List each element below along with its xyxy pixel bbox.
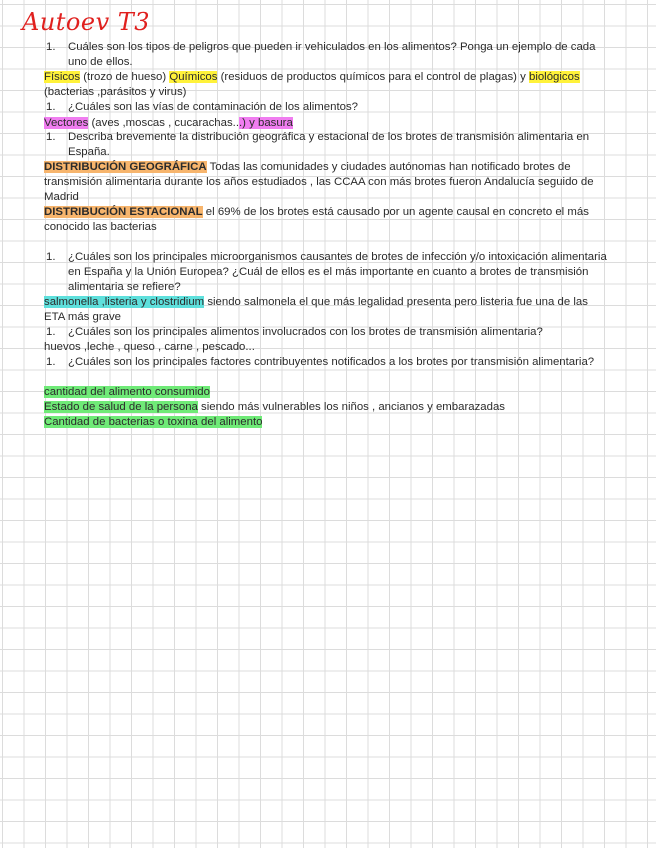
question-text: ¿Cuáles son los principales alimentos involucrados con los brotes de transmisión alimentaria?: [68, 326, 543, 338]
answer-6-line-3: [44, 415, 610, 430]
answer-text: (residuos de productos químicos para el control de plagas) y: [217, 71, 529, 83]
answer-3-estacional: [44, 205, 610, 235]
highlight-vectores: Vectores: [44, 117, 89, 129]
highlight-cantidad-alimento: cantidad del alimento consumido: [44, 386, 210, 398]
answer-5: [44, 340, 610, 355]
highlight-distribucion-geografica: DISTRIBUCIÓN GEOGRÁFICA: [44, 161, 207, 173]
question-text: ¿Cuáles son los principales factores contribuyentes notificados a los brotes por transmisión alimentaria?: [68, 356, 595, 368]
question-2: [44, 100, 610, 115]
highlight-microorganismos: salmonella ,listeria y clostridium: [44, 296, 205, 308]
answer-3-geografica: [44, 160, 610, 205]
answer-2: [44, 116, 610, 131]
question-6: [44, 355, 610, 370]
answer-text: (bacterias ,parásitos y virus): [44, 86, 187, 98]
highlight-estado-salud: Estado de salud de la persona: [44, 401, 198, 413]
answer-4: [44, 295, 610, 325]
list-number: 1.: [46, 101, 56, 113]
answer-6-line-2: [44, 400, 610, 415]
highlight-biologicos: biológicos: [528, 71, 580, 83]
question-3: [44, 130, 610, 160]
question-text: Describa brevemente la distribución geográfica y estacional de los brotes de transmisión alimentaria en España.: [68, 131, 590, 158]
question-1: [44, 40, 610, 70]
question-text: Cuáles son los tipos de peligros que pueden ir vehiculados en los alimentos? Ponga un ejemplo de cada uno de ellos.: [68, 41, 596, 68]
highlight-quimicos: Químicos: [169, 71, 218, 83]
handwritten-title: Autoev T3: [22, 8, 151, 36]
list-number: 1.: [46, 326, 56, 338]
answer-1: [44, 70, 610, 100]
answer-text: huevos ,leche , queso , carne , pescado...: [44, 341, 255, 353]
question-4: [44, 250, 610, 295]
highlight-cantidad-bacterias: Cantidad de bacterias o toxina del alimento: [44, 416, 263, 428]
highlight-distribucion-estacional: DISTRIBUCIÓN ESTACIONAL: [44, 206, 203, 218]
highlight-basura: .) y basura: [239, 117, 293, 129]
answer-text: el 69% de los brotes está causado por un agente causal en concreto el más conocido las bacterias: [44, 206, 589, 233]
answer-text: (trozo de hueso): [80, 71, 170, 83]
answer-text: siendo más vulnerables los niños , ancianos y embarazadas: [197, 401, 505, 413]
list-number: 1.: [46, 356, 56, 368]
question-text: ¿Cuáles son las vías de contaminación de los alimentos?: [68, 101, 358, 113]
list-number: 1.: [46, 251, 56, 263]
answer-6-line-1: [44, 385, 610, 400]
list-number: 1.: [46, 131, 56, 143]
list-number: 1.: [46, 41, 56, 53]
question-5: [44, 325, 610, 340]
answer-text: siendo salmonela el que más legalidad presenta pero listeria fue una de las ETA más grave: [44, 296, 588, 323]
question-text: ¿Cuáles son los principales microorganismos causantes de brotes de infección y/o intoxicación alimentaria en España y la Unión Europea? ¿Cuál de ellos es el más importante en cuanto a brotes de transmisión alimentaria se refiere?: [68, 251, 607, 293]
highlight-fisicos: Físicos: [44, 71, 81, 83]
answer-text: Todas las comunidades y ciudades autónomas han notificado brotes de transmisión alimentaria durante los años estudiados , las CCAA con más brotes fueron Andalucía seguido de Madrid: [44, 161, 594, 203]
answer-text: (aves ,moscas , cucarachas..: [88, 117, 239, 129]
